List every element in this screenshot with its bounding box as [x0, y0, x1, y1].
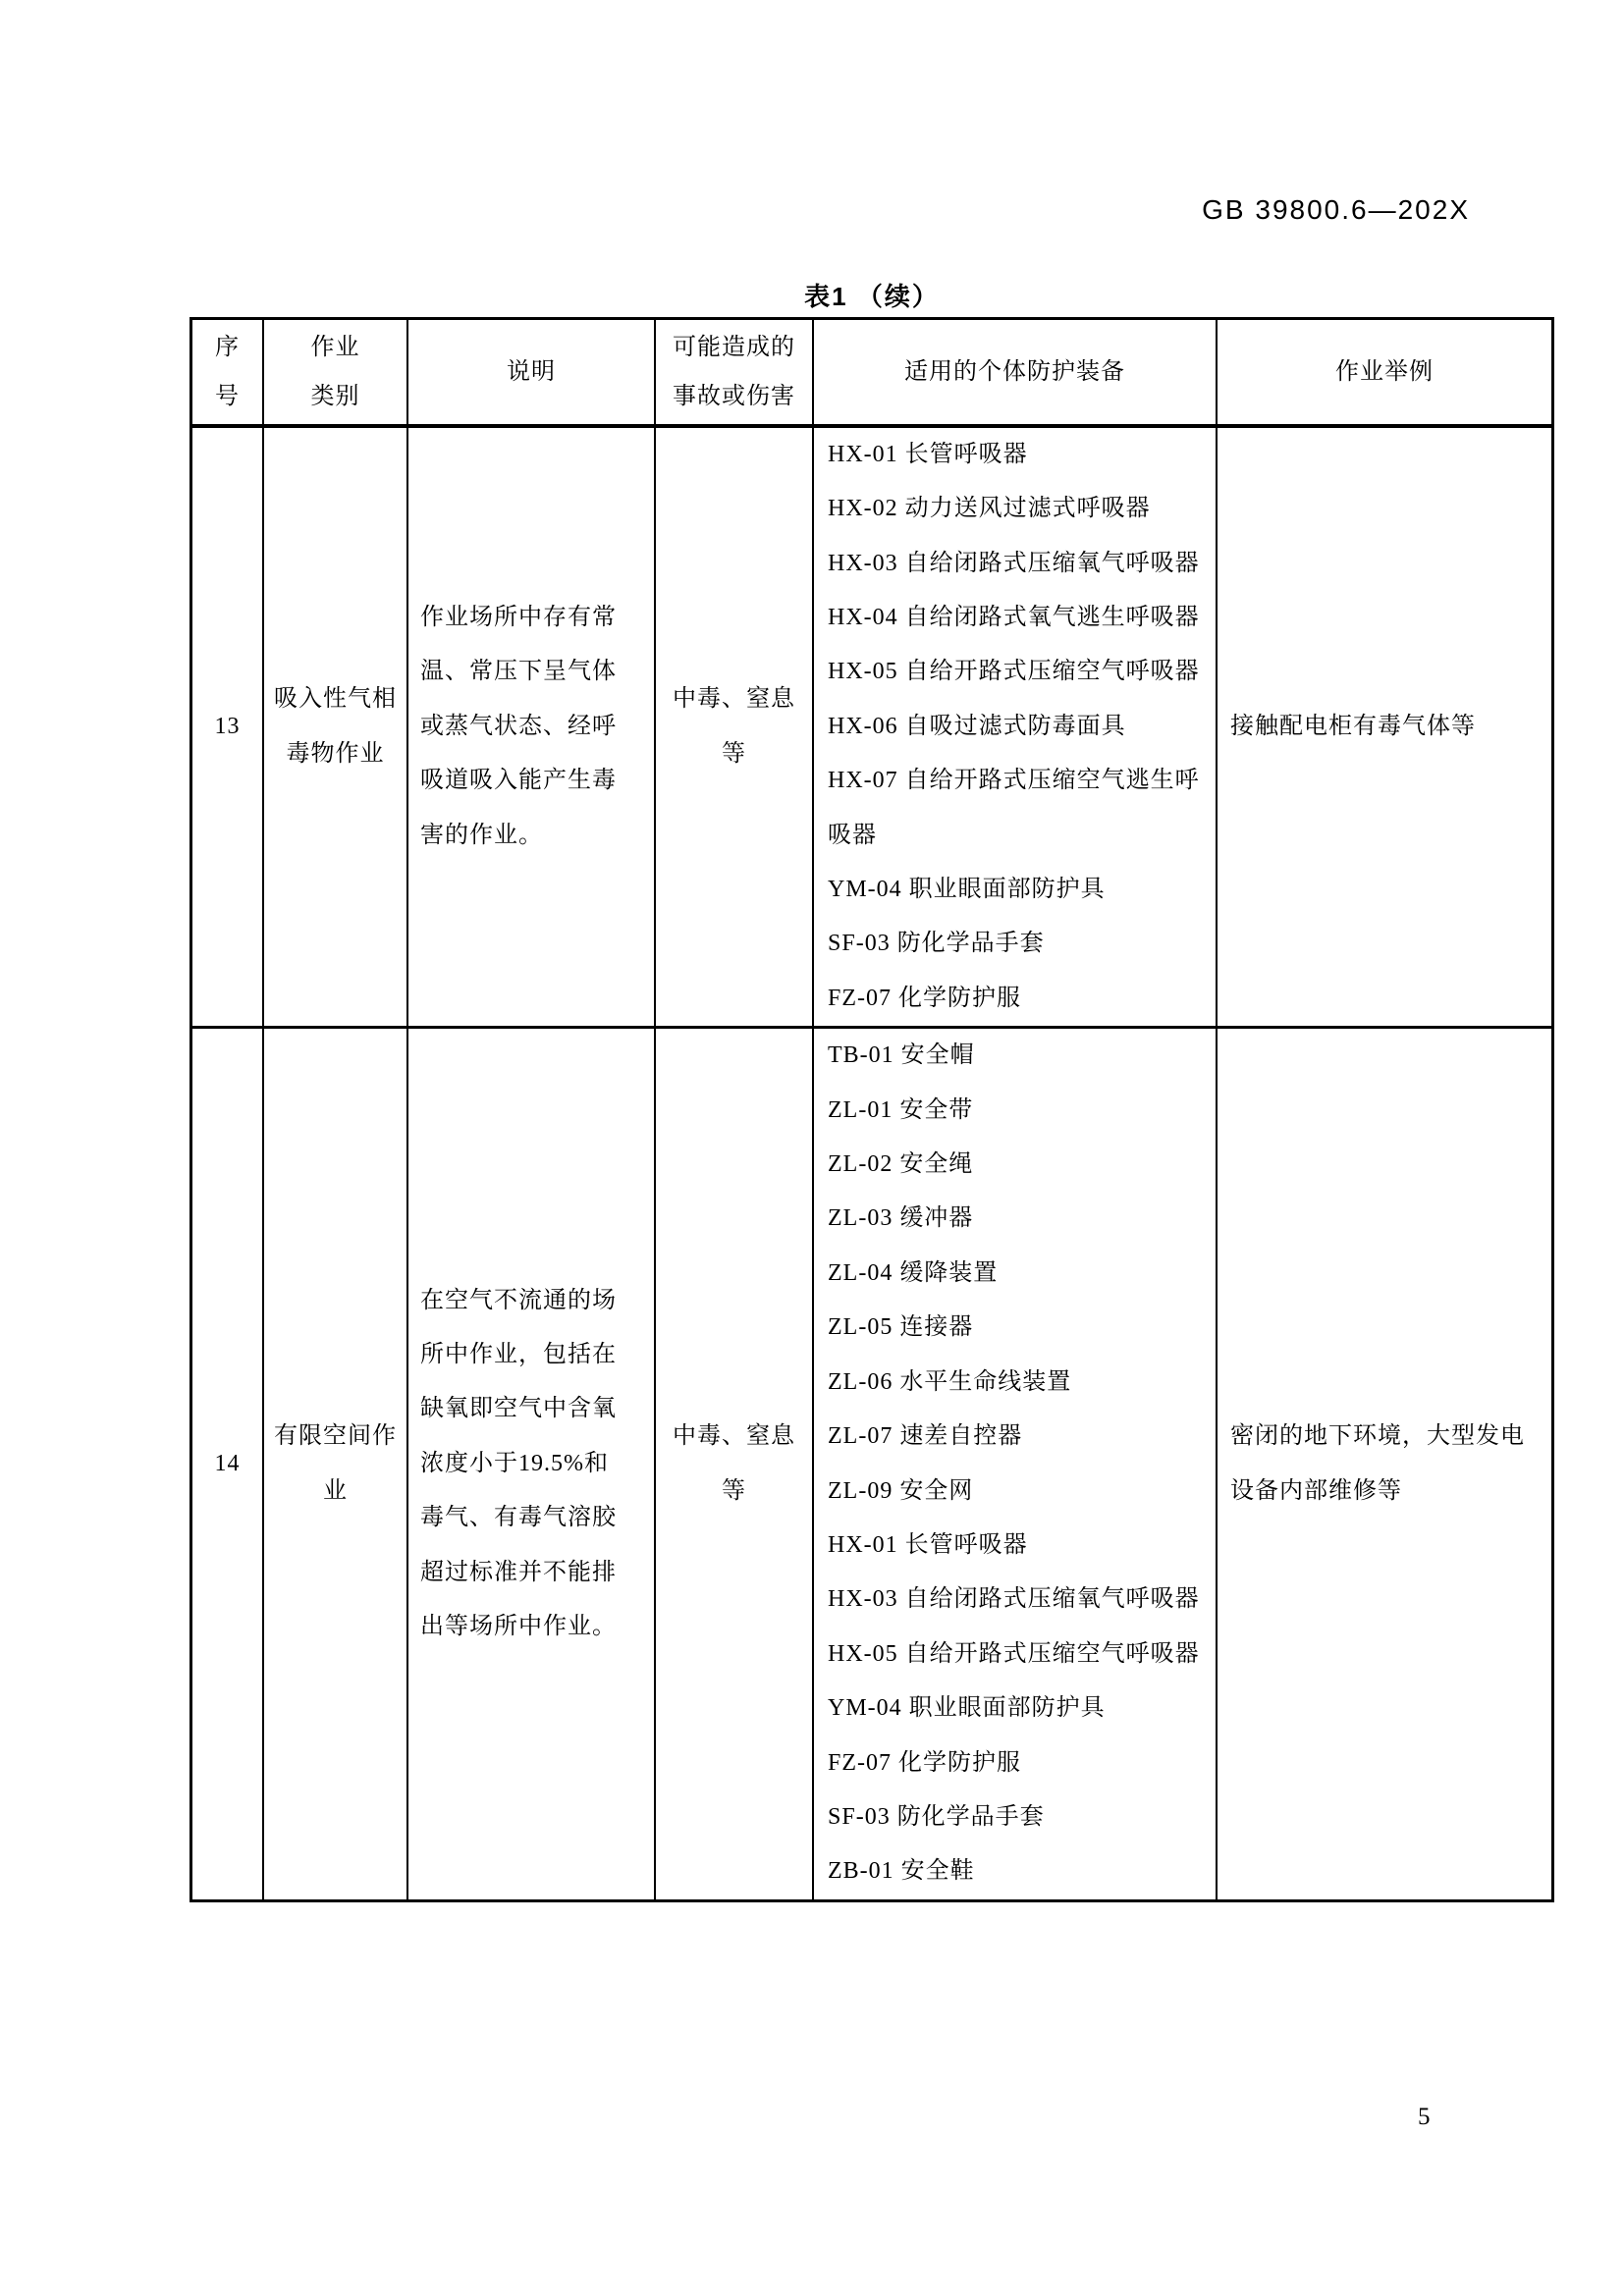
header-line: 可能造成的	[673, 335, 795, 360]
ppe-item: HX-01 长管呼吸器	[828, 1531, 1028, 1558]
ppe-item: ZL-04 缓降装置	[828, 1259, 999, 1286]
ppe-item: ZL-09 安全网	[828, 1477, 974, 1504]
header-category	[264, 320, 408, 428]
ppe-item: ZL-05 连接器	[828, 1314, 974, 1341]
ppe-item: ZL-02 安全绳	[828, 1151, 974, 1178]
ppe-item: YM-04 职业眼面部防护具	[828, 877, 1106, 903]
ppe-item: HX-03 自给闭路式压缩氧气呼吸器	[828, 1586, 1200, 1613]
row14-ppe-list	[814, 1029, 1218, 1899]
header-example	[1218, 320, 1551, 428]
table-title: 表1 （续）	[804, 282, 940, 311]
row13-description: 作业场所中存有常温、常压下呈气体或蒸气状态、经呼吸道吸入能产生毒害的作业。	[408, 428, 656, 1029]
header-line: 作业	[310, 335, 360, 360]
header-line: 类别	[310, 384, 360, 409]
ppe-item: HX-05 自给开路式压缩空气呼吸器	[828, 1640, 1200, 1667]
ppe-item: FZ-07 化学防护服	[828, 985, 1021, 1011]
ppe-item: ZL-03 缓冲器	[828, 1205, 974, 1232]
ppe-item: ZL-07 速差自控器	[828, 1423, 1023, 1450]
header-hazard	[656, 320, 814, 428]
ppe-item: FZ-07 化学防护服	[828, 1749, 1021, 1776]
ppe-item: HX-04 自给闭路式氧气逃生呼吸器	[828, 604, 1200, 630]
row13-ppe-list	[814, 428, 1218, 1029]
ppe-item: HX-06 自吸过滤式防毒面具	[828, 713, 1126, 739]
row14-no: 14	[192, 1029, 264, 1899]
header-line: 号	[215, 384, 240, 409]
ppe-item: HX-07 自给开路式压缩空气逃生呼吸器	[828, 768, 1200, 848]
ppe-item: HX-05 自给开路式压缩空气呼吸器	[828, 659, 1200, 685]
ppe-item: HX-03 自给闭路式压缩氧气呼吸器	[828, 550, 1200, 576]
header-line: 作业举例	[1335, 359, 1434, 385]
ppe-item: HX-02 动力送风过滤式呼吸器	[828, 496, 1151, 522]
ppe-item: ZL-01 安全带	[828, 1096, 974, 1123]
header-description	[408, 320, 656, 428]
row13-category: 吸入性气相毒物作业	[264, 428, 408, 1029]
row13-no: 13	[192, 428, 264, 1029]
row13-hazard: 中毒、窒息等	[656, 428, 814, 1029]
ppe-item: TB-01 安全帽	[828, 1042, 975, 1069]
ppe-item: ZB-01 安全鞋	[828, 1858, 975, 1885]
ppe-item: HX-01 长管呼吸器	[828, 441, 1028, 467]
row14-example: 密闭的地下环境，大型发电设备内部维修等	[1230, 1423, 1525, 1504]
standard-number: GB 39800.6—202X	[1202, 194, 1470, 225]
header-line: 适用的个体防护装备	[904, 359, 1125, 385]
ppe-item: SF-03 防化学品手套	[828, 931, 1045, 957]
row13-example: 接触配电柜有毒气体等	[1218, 428, 1551, 1029]
header-line: 事故或伤害	[673, 384, 795, 409]
row14-category: 有限空间作业	[264, 1029, 408, 1899]
ppe-item: ZL-06 水平生命线装置	[828, 1368, 1072, 1395]
ppe-table	[189, 317, 1554, 1902]
page-number: 5	[1418, 2104, 1431, 2130]
header-line: 序	[215, 335, 240, 360]
row14-hazard: 中毒、窒息等	[656, 1029, 814, 1899]
header-ppe	[814, 320, 1218, 428]
row14-description: 在空气不流通的场所中作业，包括在缺氧即空气中含氧浓度小于19.5%和毒气、有毒气溶胶超过标准并不能排出等场所中作业。	[408, 1029, 656, 1899]
header-line: 说明	[507, 359, 556, 385]
header-no	[192, 320, 264, 428]
ppe-item: SF-03 防化学品手套	[828, 1803, 1045, 1830]
ppe-item: YM-04 职业眼面部防护具	[828, 1695, 1106, 1722]
